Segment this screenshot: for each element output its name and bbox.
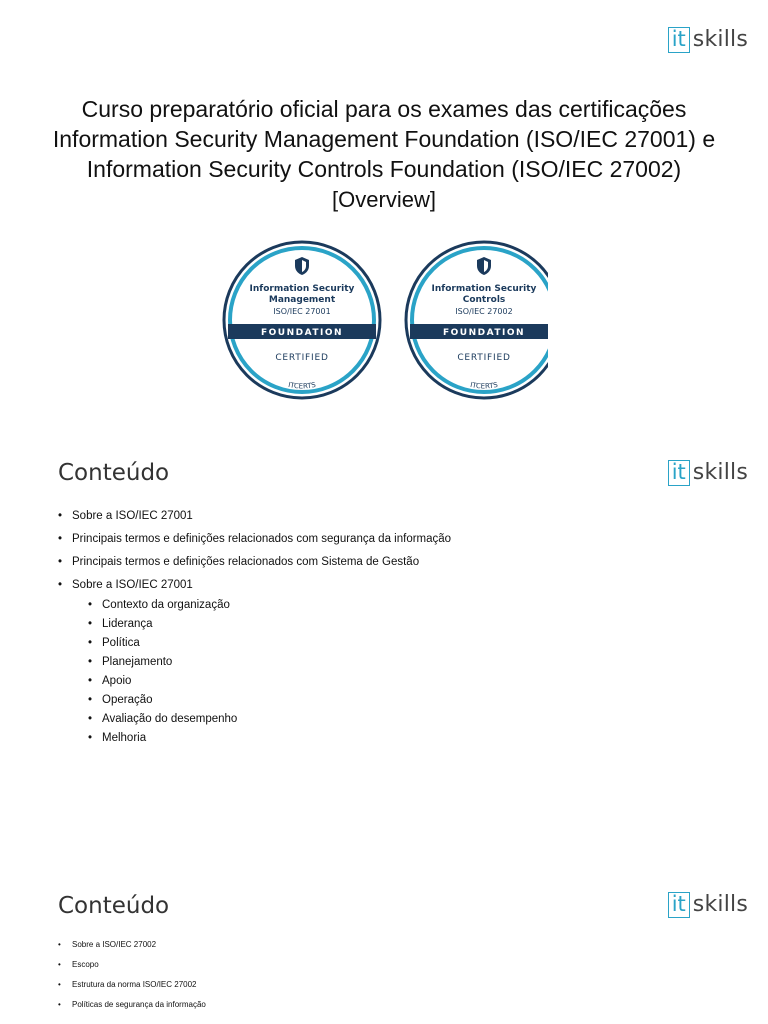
contents-heading: Conteúdo <box>58 460 170 486</box>
itskills-logo <box>668 27 748 53</box>
sub-list-item: • Política <box>88 636 451 651</box>
badge-27001-status: CERTIFIED <box>275 353 329 363</box>
logo-it-box: it <box>668 27 690 53</box>
list-item: • Escopo <box>58 960 206 970</box>
badge-27002-code: ISO/IEC 27002 <box>455 307 513 316</box>
slide-contents-27001 <box>0 432 768 864</box>
badge-27001-title-2: Management <box>268 295 336 305</box>
badge-27002-title-1: Information Security <box>431 284 537 294</box>
contents-heading: Conteúdo <box>58 893 170 919</box>
list-item: • Principais termos e definições relacionados com segurança da informação <box>58 532 451 547</box>
logo-it-box: it <box>668 460 690 486</box>
badge-27002-title-2: Controls <box>462 295 506 305</box>
itskills-logo <box>668 460 748 486</box>
list-item: • Sobre a ISO/IEC 27001 <box>58 509 451 524</box>
badge-27002 <box>406 242 548 398</box>
badge-27002-status: CERTIFIED <box>457 353 511 363</box>
list-item: • Sobre a ISO/IEC 27002 <box>58 940 206 950</box>
logo-it-box: it <box>668 892 690 918</box>
list-item-with-subitems <box>58 578 451 746</box>
logo-skills-text: skills <box>692 27 748 52</box>
sub-list-item: • Contexto da organização <box>88 598 451 613</box>
course-title <box>0 94 768 184</box>
overview-subtitle: [Overview] <box>332 187 436 212</box>
badge-27001-ribbon-text: FOUNDATION <box>260 328 344 338</box>
course-title-line-2: Information Security Management Foundation (ISO/IEC 27001) e <box>52 126 716 152</box>
badge-27001 <box>224 242 380 398</box>
list-item: • Principais termos e definições relacionados com Sistema de Gestão <box>58 555 451 570</box>
sub-list-item: • Apoio <box>88 674 451 689</box>
course-title-line-1: Curso preparatório oficial para os exames das certificações <box>81 96 687 122</box>
badge-27001-title-1: Information Security <box>249 284 355 294</box>
sub-list-item: • Liderança <box>88 617 451 632</box>
contents-sub-list <box>88 598 451 746</box>
list-item: • Políticas de segurança da informação <box>58 1000 206 1010</box>
itskills-logo <box>668 892 748 918</box>
contents-list <box>58 509 451 754</box>
slide-contents-27002 <box>0 864 768 1024</box>
badge-27001-code: ISO/IEC 27001 <box>273 307 331 316</box>
sub-list-item: • Avaliação do desempenho <box>88 712 451 727</box>
certification-badges <box>222 240 548 400</box>
course-title-line-3: Information Security Controls Foundation (ISO/IEC 27002) <box>86 156 682 182</box>
badge-27002-issuer-text: ITCERTS <box>469 380 499 391</box>
sub-list-item: • Melhoria <box>88 731 451 746</box>
logo-skills-text: skills <box>692 892 748 917</box>
badge-27001-issuer-text: ITCERTS <box>287 380 317 391</box>
contents-list <box>58 940 206 1020</box>
badge-27002-ribbon-text: FOUNDATION <box>442 328 526 338</box>
list-item-label: Sobre a ISO/IEC 27001 <box>72 579 193 591</box>
list-item: • Estrutura da norma ISO/IEC 27002 <box>58 980 206 990</box>
sub-list-item: • Planejamento <box>88 655 451 670</box>
sub-list-item: • Operação <box>88 693 451 708</box>
slide-title <box>0 0 768 432</box>
logo-skills-text: skills <box>692 460 748 485</box>
